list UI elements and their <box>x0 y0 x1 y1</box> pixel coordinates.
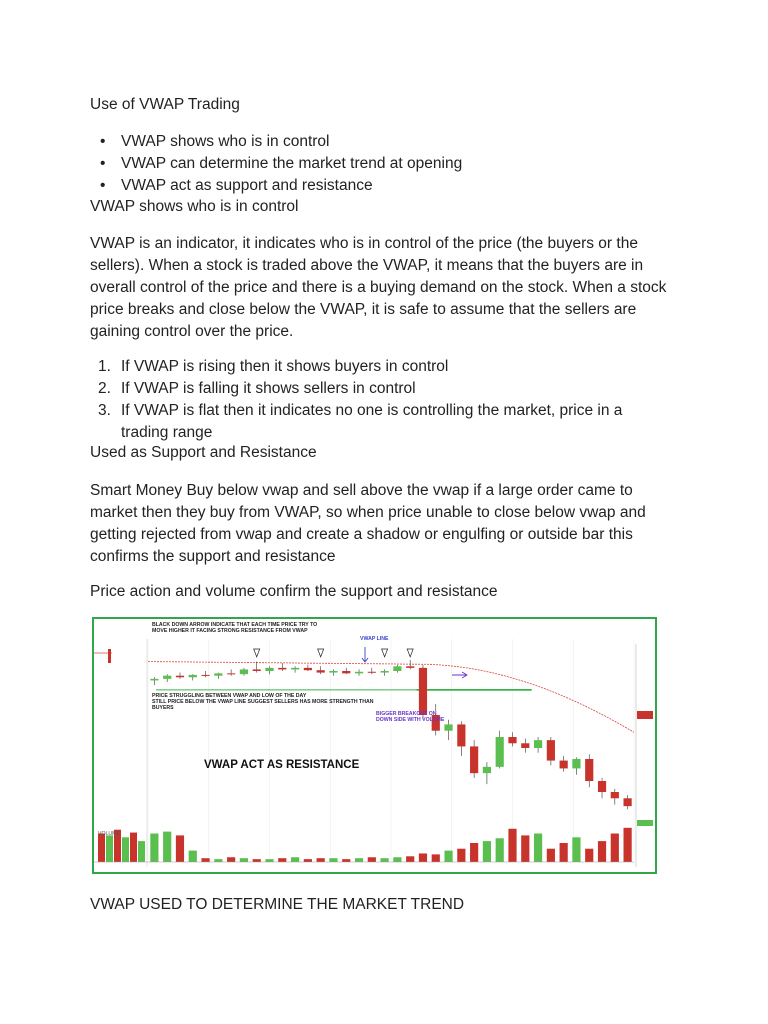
volume-bar <box>342 859 350 862</box>
volume-bar <box>496 838 504 862</box>
volume-bar <box>521 835 529 862</box>
volume-bar <box>611 834 619 863</box>
candle-body <box>611 792 619 798</box>
annotation-breakout: BIGGER BREAKOUT ON DOWN SIDE WITH VOLUME <box>376 711 445 723</box>
volume-bar <box>547 849 555 862</box>
candle-body <box>521 743 529 748</box>
price-tag <box>637 711 653 719</box>
candle-body <box>189 675 197 677</box>
volume-bar-prev-day <box>138 841 145 862</box>
bullet-dot: • <box>100 133 106 150</box>
down-arrow-marker <box>407 649 413 657</box>
volume-bar <box>201 858 209 862</box>
volume-bar <box>304 859 312 862</box>
candle-body <box>457 724 465 746</box>
paragraph-line: getting rejected from vwap and create a shadow or engulfing or outside bar this <box>90 526 633 543</box>
vwap-line-label: VWAP LINE <box>360 636 389 642</box>
chart-big-label: VWAP ACT AS RESISTANCE <box>204 759 360 771</box>
vwap-label-arrow <box>362 647 368 662</box>
volume-bar <box>624 828 632 862</box>
volume-bar <box>368 857 376 862</box>
volume-bar <box>317 858 325 862</box>
volume-bar <box>432 854 440 862</box>
paragraph-line: market then they buy from VWAP, so when price unable to close below vwap and <box>90 504 646 521</box>
volume-bar <box>227 857 235 862</box>
volume-bar <box>444 851 452 862</box>
volume-bar <box>457 849 465 862</box>
candle-body <box>368 672 376 673</box>
volume-bar <box>406 856 414 862</box>
candle-body <box>150 679 158 681</box>
volume-bar <box>483 841 491 862</box>
volume-bar <box>419 853 427 862</box>
candle-body <box>291 668 299 670</box>
section-title: Used as Support and Resistance <box>90 444 317 461</box>
candle-body <box>278 668 286 670</box>
candle-body <box>444 724 452 730</box>
bullet-dot: • <box>100 155 106 172</box>
candle-body <box>329 671 337 673</box>
vwap-chart-figure <box>92 617 657 874</box>
candle-body <box>508 737 516 743</box>
volume-bar-prev-day <box>130 833 137 862</box>
candlestick-chart <box>94 619 655 872</box>
candle-body <box>393 666 401 671</box>
down-arrow-marker <box>254 649 260 657</box>
candle-body <box>265 668 273 671</box>
candle-body <box>317 670 325 672</box>
paragraph-line: overall control of the price and there is a buying demand on the stock. When a stock <box>90 279 667 296</box>
volume-label: VOLUME <box>98 831 120 837</box>
volume-bar <box>265 859 273 862</box>
volume-bar-prev-day <box>106 835 113 862</box>
volume-bar <box>214 859 222 862</box>
candle-body <box>406 666 414 668</box>
paragraph-line: confirms the support and resistance <box>90 548 336 565</box>
paragraph-line: price breaks and close below the VWAP, it is safe to assume that the sellers are <box>90 301 637 318</box>
volume-bar <box>150 834 158 863</box>
volume-bar <box>560 843 568 862</box>
breakout-arrow <box>452 672 467 678</box>
paragraph-line: VWAP is an indicator, it indicates who is in control of the price (the buyers or the <box>90 235 638 252</box>
candle-body <box>419 668 427 715</box>
volume-bar <box>585 849 593 862</box>
volume-bar-prev-day <box>122 837 129 862</box>
volume-bar <box>291 857 299 862</box>
volume-bar <box>176 835 184 862</box>
candle-body <box>304 668 312 670</box>
candle-body <box>598 781 606 792</box>
volume-bar <box>572 837 580 862</box>
paragraph-line: Smart Money Buy below vwap and sell above the vwap if a large order came to <box>90 482 633 499</box>
section-title: VWAP shows who is in control <box>90 198 299 215</box>
candle-body <box>381 671 389 673</box>
candle-body <box>176 676 184 678</box>
candle-body <box>240 669 248 674</box>
volume-bar <box>381 858 389 862</box>
candle-body <box>355 672 363 674</box>
down-arrow-marker <box>318 649 324 657</box>
volume-bar-prev-day <box>98 834 105 863</box>
volume-bar <box>508 829 516 862</box>
candle-body <box>560 761 568 769</box>
paragraph-line: sellers). When a stock is traded above the VWAP, it means that the buyers are in <box>90 257 644 274</box>
candle-body <box>547 740 555 760</box>
candle-body <box>572 759 580 768</box>
candle-body <box>253 669 261 671</box>
paragraph-line: gaining control over the price. <box>90 323 294 340</box>
volume-bar <box>278 858 286 862</box>
candle-body <box>624 798 632 806</box>
heading: Use of VWAP Trading <box>90 96 240 113</box>
candle-body <box>342 671 350 673</box>
volume-bar <box>163 832 171 862</box>
candle-body <box>201 675 209 676</box>
paragraph-line: Price action and volume confirm the support and resistance <box>90 583 498 600</box>
candle-body <box>470 746 478 773</box>
volume-bar <box>534 834 542 863</box>
volume-bar <box>470 843 478 862</box>
volume-bar <box>355 858 363 862</box>
volume-bar <box>393 857 401 862</box>
volume-bar <box>253 859 261 862</box>
candle-body <box>483 767 491 773</box>
bullet-dot: • <box>100 177 106 194</box>
candle-body <box>214 673 222 675</box>
volume-bar <box>240 858 248 862</box>
volume-bar <box>598 841 606 862</box>
candle-body <box>496 737 504 767</box>
candle-prev-day <box>108 649 111 663</box>
section-title: VWAP USED TO DETERMINE THE MARKET TREND <box>90 896 465 913</box>
annotation-top: BLACK DOWN ARROW INDICATE THAT EACH TIME PRICE TRY TO MOVE HIGHER IT FACING STRONG RESISTANCE FROM VWAP <box>152 622 318 634</box>
volume-tag <box>637 820 653 826</box>
volume-bar <box>329 858 337 862</box>
annotation-mid: PRICE STRUGGLING BETWEEN VWAP AND LOW OF THE DAY STILL PRICE BELOW THE VWAP LINE SUGGEST SELLERS HAS MORE STRENGTH THAN BUYERS <box>152 693 374 711</box>
candle-body <box>227 673 235 674</box>
volume-bar <box>189 851 197 862</box>
candle-body <box>585 759 593 781</box>
candle-body <box>163 676 171 679</box>
down-arrow-marker <box>382 649 388 657</box>
candle-body <box>534 740 542 748</box>
